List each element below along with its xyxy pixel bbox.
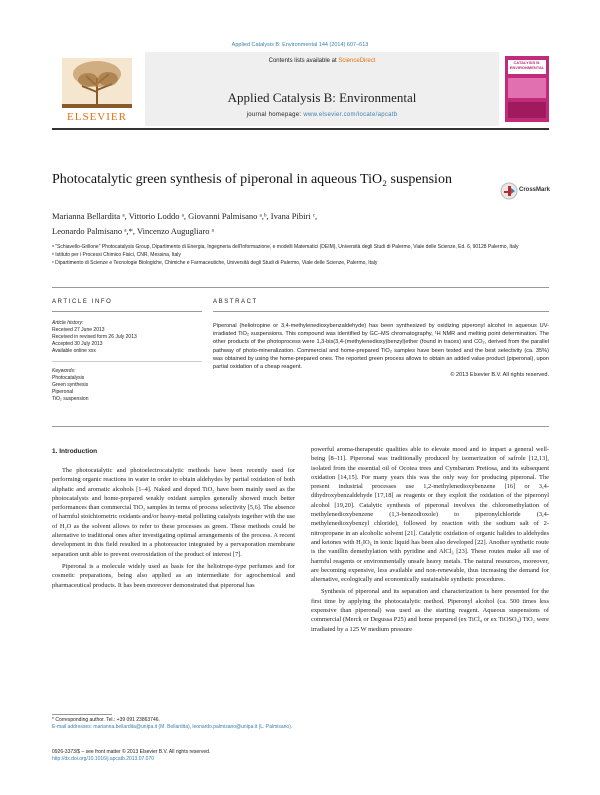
article-history: [52, 320, 202, 355]
authors-line-1[interactable]: Marianna Bellardita ᵃ, Vittorio Loddo ᵃ, Giovanni Palmisano ᵃ,ᵇ, Ivana Pibiri ᶜ,: [52, 211, 318, 221]
affiliations: [52, 243, 552, 267]
body-column-left: [52, 466, 295, 590]
footnote: [52, 717, 295, 731]
keyword-item: Photocatalysis: [52, 375, 85, 381]
affiliation-b: ᵇ Istituto per i Processi Chimico Fisici, CNR, Messina, Italy: [52, 252, 181, 258]
running-head[interactable]: Applied Catalysis B: Environmental 144 (2014) 607–613: [231, 42, 369, 48]
journal-title: Applied Catalysis B: Environmental: [227, 90, 417, 105]
crossmark-label: CrossMark: [519, 187, 551, 193]
body-paragraph: powerful aroma-therapeutic qualities able to elevate mood and to impart a general well-being [8–11]. Piperonal was traditionally produced by isomerization of safrole [12,13], isolated from the essential oil of Ocotea trees and Cymbarum Pretiosa, and its subsequent oxidation [14,15]. For many years this was the only way for producing piperonal. The present industrial processes use 1,2-methylenedioxybenzene [16] or 3,4-dihydroxybenzaldehyde [17,18] as reagents or they exploit the oxidation of the piperonyl alcohol [19,20]. Catalytic synthesis of piperonal involves the chloromethylation of methylenedioxybenzene (1,3-benzodioxole) to piperonylchloride (3,4-methylenedioxybenzyl chloride), followed by reaction with the sodium salt of 2-nitropropane in an alcoholic solvent [21]. Catalytic oxidation of organic halides to aldehydes and ketones with H₅IO₆ in ionic liquid has been also developed [22]. Another synthetic route is the vanillin demethylation with pyridine and AlCl₃ [23]. These routes make all use of harmful reagents or environmentally unsafe heavy metals. The natural resources, moreover, are becoming expensive, less available and non-renewable, thus increasing the demand for alternative, ecologically and economically sustainable synthetic procedures.: [311, 446, 549, 584]
history-revised: Received in revised form 26 July 2013: [52, 334, 137, 340]
article-title: Photocatalytic green synthesis of piperonal in aqueous TiO₂ suspension: [52, 172, 452, 187]
sciencedirect-link[interactable]: ScienceDirect: [338, 58, 376, 64]
affiliation-c: ᶜ Dipartimento di Scienze e Tecnologie Biologiche, Chimiche e Farmaceutiche, Università degli Studi di Palermo, Viale delle Scienze, Palermo, Italy: [52, 260, 378, 266]
abstract-rule: [213, 311, 549, 312]
body-paragraph: Piperonal is a molecule widely used as basis for the heliotrope-type perfumes and for cosmetic preparations, being also applied as an intermediate for agrochemical and pharmaceutical products. It has been moreover demonstrated that piperonal has: [52, 562, 295, 589]
header-rule: [52, 128, 549, 130]
corresponding-author: * Corresponding author. Tel.: +39 091 23863746.: [52, 717, 160, 723]
abstract-copyright: © 2013 Elsevier B.V. All rights reserved.: [450, 372, 549, 379]
abstract-heading: ABSTRACT: [213, 299, 258, 305]
crossmark-icon: [500, 182, 518, 200]
keywords-rule: [52, 361, 202, 362]
affiliation-a: ᵃ "Schiavello-Grillone" Photocatalysis Group, Dipartimento di Energia, Ingegneria dell'Informazione, e modelli Matematici (DEIM), Università degli Studi di Palermo, Viale delle Scienze, Ed. 6, 90128 Palermo, Italy: [52, 244, 519, 250]
history-label: Article history:: [52, 320, 84, 326]
cover-title: CATALYSIS B: ENVIRONMENTAL: [508, 60, 546, 74]
issn-line: 0926-3373/$ – see front matter © 2013 Elsevier B.V. All rights reserved.: [52, 749, 211, 755]
authors-line-2[interactable]: Leonardo Palmisano ᵃ,*, Vincenzo Augugliaro ᵃ: [52, 226, 214, 236]
abstract-bottom-rule: [52, 426, 549, 427]
homepage-url[interactable]: www.elsevier.com/locate/apcatb: [303, 112, 398, 118]
section-heading-introduction: 1. Introduction: [52, 448, 98, 455]
journal-cover: [505, 56, 549, 122]
crossmark-badge[interactable]: [500, 182, 550, 204]
contents-prefix: Contents lists available at: [268, 58, 337, 64]
keyword-item: TiO₂ suspension: [52, 396, 89, 402]
keywords-label: Keywords:: [52, 368, 76, 374]
abstract-body: [213, 322, 549, 379]
journal-homepage: [145, 112, 499, 118]
homepage-label: journal homepage:: [246, 112, 302, 118]
affiliation-rule: [52, 287, 549, 288]
body-paragraph: The photocatalytic and photoelectrocatalytic methods have been recently used for performing organic reactions in water in order to obtain aldehydes by partial oxidation of both aliphatic and aromatic alcohols [1–4]. Naked and doped TiO₂ have been mainly used as the photocatalysts and home-prepared weakly oxidant samples generally showed much better performances than commercial TiO₂ samples in terms of process selectivity [5,6]. The absence of harmful stoichiometric oxidants and/or heavy-metal polluting catalysts together with the use of H₂O as the solvent allows to refer to these processes as green. These methods could be alternative to traditional ones after investigating optimal arrangements of the process. A recent development in this field resulted in a photoreactor integrated by a pervaporation membrane separation unit able to prevent overoxidation of the product of interest [7].: [52, 467, 295, 558]
keyword-item: Green synthesis: [52, 382, 89, 388]
footnote-rule: [52, 714, 112, 715]
page-footer: [52, 749, 352, 763]
elsevier-logo: [52, 56, 142, 126]
history-received: Received 27 June 2013: [52, 327, 105, 333]
keyword-item: Piperonal: [52, 389, 74, 395]
author-list: [52, 209, 512, 239]
article-info-rule: [52, 311, 202, 312]
elsevier-wordmark: ELSEVIER: [67, 111, 127, 123]
keywords: [52, 368, 202, 403]
doi-link[interactable]: http://dx.doi.org/10.1016/j.apcatb.2013.07.070: [52, 756, 155, 762]
contents-line: [145, 58, 499, 64]
abstract-text: Piperonal (heliotropine or 3,4-methylenedioxybenzaldehyde) has been synthesized by oxidizing piperonyl alcohol in aqueous UV-irradiated TiO₂ suspensions. This compound was identified by GC–MS chromatography, ¹H NMR and melting point determination. The other products of the photoprocess were 1,3-bis(3,4-(methylenedioxy)benzyl)ether (found in traces) and CO₂, derived from the parallel pathway of photo-mineralization. Commercial and home-prepared TiO₂ samples have been tested and the best selectivity (ca. 35%) was obtained by using the home-prepared ones. The reported green process allows to obtain an added value product (piperonal), upon partial oxidation of a cheap reagent.: [213, 323, 549, 371]
history-online: Available online xxx: [52, 348, 96, 354]
body-paragraph: Synthesis of piperonal and its separation and characterization is here presented for the first time by applying the photocatalytic method. Piperonyl alcohol (ca. 500 times less expensive than piperonal) was used as the starting reagent. Aqueous suspensions of commercial (Merck or Degussa P25) and home prepared (ex TiCl₄ or ex TiOSO₄) TiO₂ were irradiated by a 125 W medium pressure: [311, 588, 549, 633]
body-column-right: [311, 445, 549, 634]
history-accepted: Accepted 30 July 2013: [52, 341, 103, 347]
article-info-heading: ARTICLE INFO: [52, 299, 113, 305]
author-emails[interactable]: E-mail addresses: marianna.bellardita@unipa.it (M. Bellardita), leonardo.palmisano@unipa.it (L. Palmisano).: [52, 724, 293, 730]
